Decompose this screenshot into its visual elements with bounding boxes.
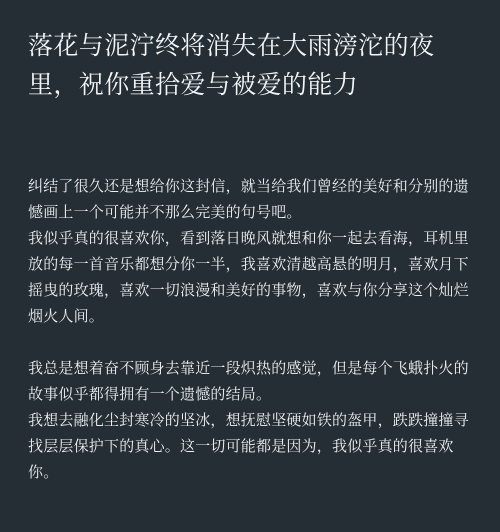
article-title: 落花与泥泞终将消失在大雨滂沱的夜里，祝你重拾爱与被爱的能力 — [28, 31, 435, 99]
paragraph-2: 我似乎真的很喜欢你，看到落日晚风就想和你一起去看海，耳机里放的每一首音乐都想分你一半，我喜欢清越高悬的明月，喜欢月下摇曳的玫瑰，喜欢一切浪漫和美好的事物，喜欢与你分享这个灿烂烟火人间。 — [28, 229, 469, 325]
paragraph-3: 我总是想着奋不顾身去靠近一段炽热的感觉，但是每个飞蛾扑火的故事似乎都得拥有一个遗憾的结局。 — [28, 359, 469, 403]
paragraph-4: 我想去融化尘封寒冷的坚冰，想抚慰坚硬如铁的盔甲，跌跌撞撞寻找层层保护下的真心。这一切可能都是因为，我似乎真的很喜欢你。 — [28, 411, 469, 481]
article-body — [28, 173, 472, 485]
paragraph-spacer — [28, 329, 472, 355]
paragraph-1: 纠结了很久还是想给你这封信，就当给我们曾经的美好和分别的遗憾画上一个可能并不那么完美的句号吧。 — [28, 177, 469, 221]
